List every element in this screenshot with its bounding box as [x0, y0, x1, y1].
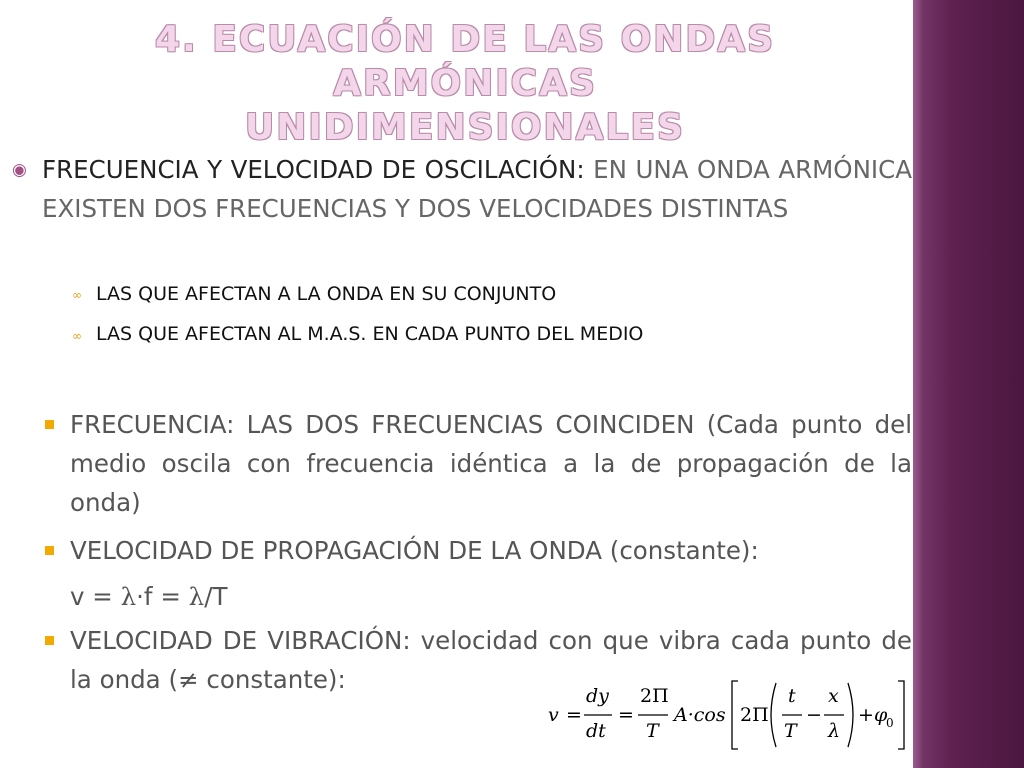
sub-bullet-icon: ∞: [72, 329, 82, 343]
eq-2pi: 2Π: [640, 685, 669, 707]
bullet-lead-text: FRECUENCIA Y VELOCIDAD DE OSCILACIÓN:: [42, 155, 585, 184]
target-bullet-icon: ◉: [12, 160, 27, 180]
eq-dy: dy: [586, 685, 609, 707]
formula-mid: ·f =: [136, 582, 189, 611]
eq-2pi: 2Π: [740, 704, 769, 726]
formula-end: /T: [204, 582, 228, 611]
bullet-rest-text: EN UNA ONDA ARMÓNICA EXISTEN DOS FRECUENCIAS Y DOS VELOCIDADES DISTINTAS: [42, 155, 912, 223]
vibration-speed-equation: [540, 675, 912, 755]
decorative-side-bar: [913, 0, 1024, 768]
bullet-frecuencia: FRECUENCIA: LAS DOS FRECUENCIAS COINCIDEN (Cada punto del medio oscila con frecuencia idéntica a la de propagación de la onda): [70, 410, 912, 517]
eq-equals: =: [566, 704, 582, 726]
eq-equals: =: [618, 704, 634, 726]
bullet-frecuencia-velocidad: [42, 150, 912, 228]
eq-Acos: A·cos: [674, 704, 726, 726]
formula-propagation-speed: [70, 577, 227, 616]
eq-minus: −: [806, 704, 822, 726]
sub-item-2: LAS QUE AFECTAN AL M.A.S. EN CADA PUNTO DEL MEDIO: [96, 323, 644, 345]
formula-v: v =: [70, 582, 121, 611]
eq-plus: +: [858, 704, 874, 726]
bullet-velocidad-propagacion: VELOCIDAD DE PROPAGACIÓN DE LA ONDA (constante):: [70, 536, 759, 565]
eq-dt: dt: [586, 720, 606, 742]
sub-item-1: LAS QUE AFECTAN A LA ONDA EN SU CONJUNTO: [96, 283, 557, 305]
eq-v: v: [548, 704, 559, 726]
square-bullet-icon: [45, 636, 54, 645]
eq-t: t: [788, 685, 796, 707]
eq-phi: φ: [874, 704, 888, 726]
title-line-1: 4. ECUACIÓN DE LAS ONDAS ARMÓNICAS: [154, 19, 775, 104]
square-bullet-icon: [45, 546, 54, 555]
eq-sub0: 0: [886, 716, 894, 730]
square-bullet-icon: [45, 420, 54, 429]
title-line-2: UNIDIMENSIONALES: [245, 107, 685, 148]
sub-bullet-icon: ∞: [72, 288, 82, 302]
eq-x: x: [828, 685, 839, 707]
formula-lambda: λ: [188, 582, 205, 611]
eq-T: T: [784, 720, 797, 742]
eq-T: T: [646, 720, 659, 742]
formula-lambda: λ: [120, 582, 137, 611]
bullet-velocidad-vibracion: VELOCIDAD DE VIBRACIÓN: velocidad con que vibra cada punto de la onda (≠ constante):: [70, 626, 912, 694]
eq-lambda: λ: [828, 720, 841, 742]
equation-graphic: [540, 675, 912, 755]
